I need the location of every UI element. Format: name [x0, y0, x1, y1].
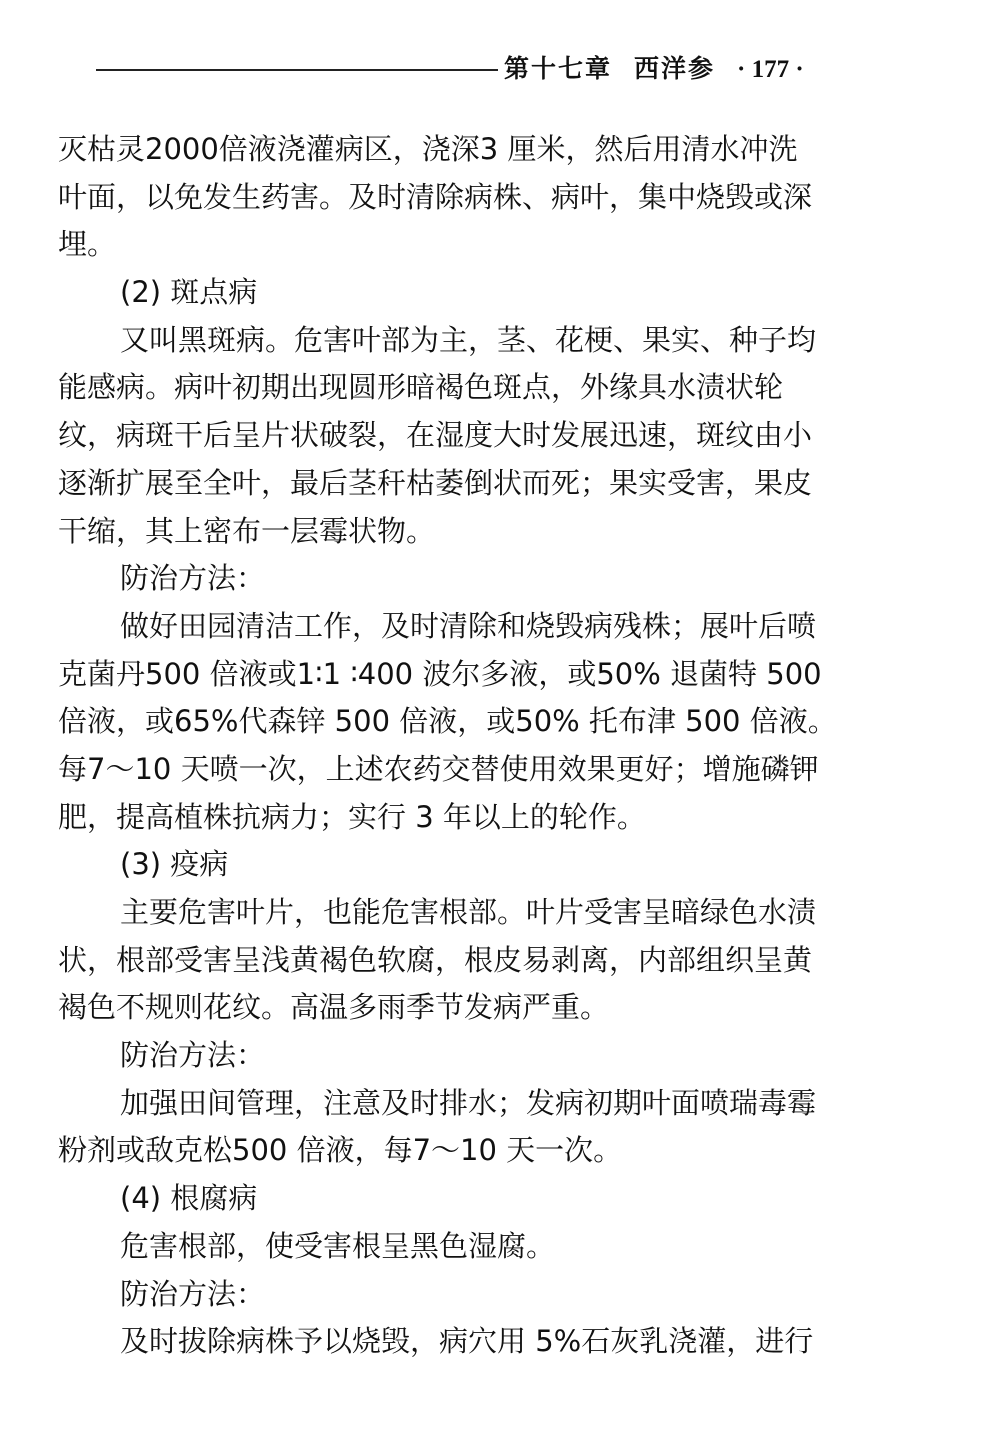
text-line: 灭枯灵2000倍液浇灌病区，浇深3 厘米，然后用清水冲洗 — [58, 132, 798, 166]
text-line: 能感病。病叶初期出现圆形暗褐色斑点，外缘具水渍状轮 — [58, 370, 784, 405]
body-text — [58, 126, 886, 1366]
section-heading-4: (4) 根腐病 — [120, 1181, 258, 1216]
text-line: 逐渐扩展至全叶，最后茎秆枯萎倒状而死；果实受害，果皮 — [58, 465, 813, 500]
text-line: 埋。 — [58, 227, 117, 262]
text-line: 肥，提高植株抗病力；实行 3 年以上的轮作。 — [58, 799, 646, 834]
text-line: 每7～10 天喷一次，上述农药交替使用效果更好；增施磷钾 — [58, 751, 819, 786]
control-methods-label: 防治方法： — [120, 1038, 266, 1073]
running-header — [96, 52, 856, 88]
text-line: 倍液，或65%代森锌 500 倍液，或50% 托布津 500 倍液。 — [58, 704, 837, 739]
chapter-title: 西洋参 — [634, 54, 716, 83]
header-text — [504, 52, 804, 87]
control-methods-label: 防治方法： — [120, 1276, 266, 1311]
text-line: 及时拔除病株予以烧毁，病穴用 5%石灰乳浇灌，进行 — [120, 1324, 814, 1359]
text-line: 危害根部，使受害根呈黑色湿腐。 — [120, 1228, 556, 1263]
text-line: 主要危害叶片，也能危害根部。叶片受害呈暗绿色水渍 — [120, 895, 817, 929]
text-line: 纹，病斑干后呈片状破裂，在湿度大时发展迅速，斑纹由小 — [58, 418, 813, 453]
page-number: · 177 · — [737, 56, 804, 83]
text-line: 克菌丹500 倍液或1∶1 ∶400 波尔多液，或50% 退菌特 500 — [58, 656, 822, 691]
text-line: 干缩，其上密布一层霉状物。 — [58, 513, 436, 548]
text-line: 叶面，以免发生药害。及时清除病株、病叶，集中烧毁或深 — [58, 179, 813, 214]
section-heading-3: (3) 疫病 — [120, 847, 229, 882]
text-line: 加强田间管理，注意及时排水；发病初期叶面喷瑞毒霉 — [120, 1085, 817, 1120]
text-line: 做好田园清洁工作，及时清除和烧毁病残株；展叶后喷 — [120, 608, 817, 643]
text-line: 又叫黑斑病。危害叶部为主，茎、花梗、果实、种子均 — [120, 322, 817, 357]
text-line: 粉剂或敌克松500 倍液，每7～10 天一次。 — [58, 1133, 623, 1168]
control-methods-label: 防治方法： — [120, 561, 266, 596]
header-rule — [96, 69, 498, 71]
chapter-label: 第十七章 — [504, 54, 613, 83]
text-line: 褐色不规则花纹。高温多雨季节发病严重。 — [58, 990, 610, 1025]
text-line: 状，根部受害呈浅黄褐色软腐，根皮易剥离，内部组织呈黄 — [58, 942, 813, 977]
section-heading-2: (2) 斑点病 — [120, 275, 258, 310]
